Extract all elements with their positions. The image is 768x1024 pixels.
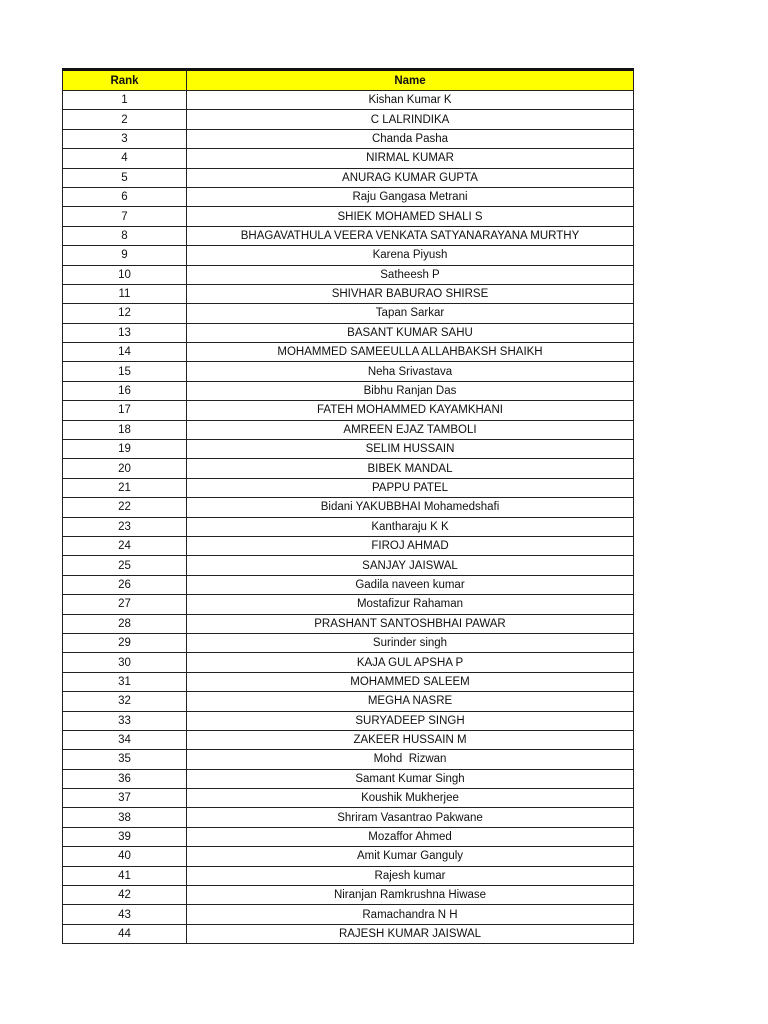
table-row [63, 730, 634, 749]
rank-cell: 2 [63, 110, 187, 129]
name-cell: RAJESH KUMAR JAISWAL [187, 924, 634, 943]
name-cell: SELIM HUSSAIN [187, 440, 634, 459]
rank-cell: 7 [63, 207, 187, 226]
table-row [63, 265, 634, 284]
rank-cell: 3 [63, 129, 187, 148]
name-cell: Mostafizur Rahaman [187, 595, 634, 614]
name-cell: Mohd Rizwan [187, 750, 634, 769]
name-cell: Niranjan Ramkrushna Hiwase [187, 886, 634, 905]
table-row [63, 808, 634, 827]
rank-cell: 35 [63, 750, 187, 769]
name-cell: Shriram Vasantrao Pakwane [187, 808, 634, 827]
table-row [63, 789, 634, 808]
rank-cell: 15 [63, 362, 187, 381]
rank-cell: 10 [63, 265, 187, 284]
name-cell: Samant Kumar Singh [187, 769, 634, 788]
name-cell: ANURAG KUMAR GUPTA [187, 168, 634, 187]
table-row [63, 886, 634, 905]
table-row [63, 672, 634, 691]
name-cell: Gadila naveen kumar [187, 575, 634, 594]
rank-table-container [62, 68, 633, 944]
table-row [63, 556, 634, 575]
name-cell: NIRMAL KUMAR [187, 149, 634, 168]
table-row [63, 129, 634, 148]
rank-table [62, 68, 634, 944]
name-cell: Kishan Kumar K [187, 91, 634, 110]
table-row [63, 246, 634, 265]
table-row [63, 692, 634, 711]
rank-cell: 16 [63, 381, 187, 400]
rank-cell: 22 [63, 498, 187, 517]
rank-cell: 17 [63, 401, 187, 420]
table-row [63, 595, 634, 614]
name-cell: SHIEK MOHAMED SHALI S [187, 207, 634, 226]
rank-cell: 38 [63, 808, 187, 827]
table-row [63, 575, 634, 594]
table-row [63, 362, 634, 381]
rank-column-header: Rank [63, 70, 187, 91]
table-row [63, 866, 634, 885]
header-row [63, 70, 634, 91]
rank-cell: 32 [63, 692, 187, 711]
name-cell: Bidani YAKUBBHAI Mohamedshafi [187, 498, 634, 517]
rank-cell: 30 [63, 653, 187, 672]
rank-cell: 6 [63, 187, 187, 206]
table-row [63, 304, 634, 323]
name-cell: SANJAY JAISWAL [187, 556, 634, 575]
name-cell: SURYADEEP SINGH [187, 711, 634, 730]
table-row [63, 168, 634, 187]
table-row [63, 91, 634, 110]
name-cell: BASANT KUMAR SAHU [187, 323, 634, 342]
name-cell: BIBEK MANDAL [187, 459, 634, 478]
name-cell: SHIVHAR BABURAO SHIRSE [187, 284, 634, 303]
table-row [63, 847, 634, 866]
rank-cell: 19 [63, 440, 187, 459]
name-cell: C LALRINDIKA [187, 110, 634, 129]
rank-cell: 26 [63, 575, 187, 594]
table-row [63, 149, 634, 168]
rank-cell: 5 [63, 168, 187, 187]
name-cell: MEGHA NASRE [187, 692, 634, 711]
name-cell: Bibhu Ranjan Das [187, 381, 634, 400]
rank-cell: 8 [63, 226, 187, 245]
rank-cell: 1 [63, 91, 187, 110]
rank-cell: 34 [63, 730, 187, 749]
table-row [63, 226, 634, 245]
table-row [63, 614, 634, 633]
name-cell: FIROJ AHMAD [187, 536, 634, 555]
name-cell: Ramachandra N H [187, 905, 634, 924]
name-cell: ZAKEER HUSSAIN M [187, 730, 634, 749]
rank-cell: 13 [63, 323, 187, 342]
table-row [63, 769, 634, 788]
table-row [63, 905, 634, 924]
rank-cell: 12 [63, 304, 187, 323]
rank-cell: 11 [63, 284, 187, 303]
name-cell: AMREEN EJAZ TAMBOLI [187, 420, 634, 439]
rank-cell: 20 [63, 459, 187, 478]
rank-cell: 39 [63, 827, 187, 846]
rank-cell: 40 [63, 847, 187, 866]
rank-cell: 4 [63, 149, 187, 168]
name-cell: PRASHANT SANTOSHBHAI PAWAR [187, 614, 634, 633]
name-cell: KAJA GUL APSHA P [187, 653, 634, 672]
name-cell: Tapan Sarkar [187, 304, 634, 323]
table-row [63, 750, 634, 769]
table-row [63, 711, 634, 730]
name-cell: MOHAMMED SALEEM [187, 672, 634, 691]
name-cell: Koushik Mukherjee [187, 789, 634, 808]
rank-cell: 28 [63, 614, 187, 633]
rank-cell: 42 [63, 886, 187, 905]
rank-cell: 9 [63, 246, 187, 265]
table-row [63, 284, 634, 303]
rank-cell: 23 [63, 517, 187, 536]
rank-cell: 44 [63, 924, 187, 943]
table-row [63, 207, 634, 226]
rank-cell: 25 [63, 556, 187, 575]
table-row [63, 827, 634, 846]
rank-cell: 43 [63, 905, 187, 924]
name-cell: MOHAMMED SAMEEULLA ALLAHBAKSH SHAIKH [187, 343, 634, 362]
rank-cell: 18 [63, 420, 187, 439]
table-row [63, 187, 634, 206]
table-row [63, 110, 634, 129]
name-cell: Raju Gangasa Metrani [187, 187, 634, 206]
name-cell: Mozaffor Ahmed [187, 827, 634, 846]
rank-cell: 36 [63, 769, 187, 788]
table-row [63, 653, 634, 672]
name-cell: Amit Kumar Ganguly [187, 847, 634, 866]
name-column-header: Name [187, 70, 634, 91]
table-row [63, 536, 634, 555]
rank-cell: 41 [63, 866, 187, 885]
name-cell: Surinder singh [187, 633, 634, 652]
rank-cell: 27 [63, 595, 187, 614]
name-cell: Kantharaju K K [187, 517, 634, 536]
rank-cell: 21 [63, 478, 187, 497]
table-row [63, 478, 634, 497]
table-row [63, 633, 634, 652]
name-cell: Rajesh kumar [187, 866, 634, 885]
table-row [63, 401, 634, 420]
name-cell: Chanda Pasha [187, 129, 634, 148]
name-cell: FATEH MOHAMMED KAYAMKHANI [187, 401, 634, 420]
name-cell: Neha Srivastava [187, 362, 634, 381]
table-body [63, 91, 634, 944]
table-row [63, 459, 634, 478]
table-row [63, 381, 634, 400]
name-cell: Satheesh P [187, 265, 634, 284]
rank-cell: 14 [63, 343, 187, 362]
rank-cell: 37 [63, 789, 187, 808]
rank-cell: 31 [63, 672, 187, 691]
rank-cell: 24 [63, 536, 187, 555]
table-row [63, 323, 634, 342]
table-row [63, 343, 634, 362]
table-row [63, 498, 634, 517]
table-row [63, 517, 634, 536]
table-row [63, 924, 634, 943]
rank-cell: 29 [63, 633, 187, 652]
table-row [63, 440, 634, 459]
rank-cell: 33 [63, 711, 187, 730]
name-cell: PAPPU PATEL [187, 478, 634, 497]
table-row [63, 420, 634, 439]
name-cell: BHAGAVATHULA VEERA VENKATA SATYANARAYANA MURTHY [187, 226, 634, 245]
name-cell: Karena Piyush [187, 246, 634, 265]
